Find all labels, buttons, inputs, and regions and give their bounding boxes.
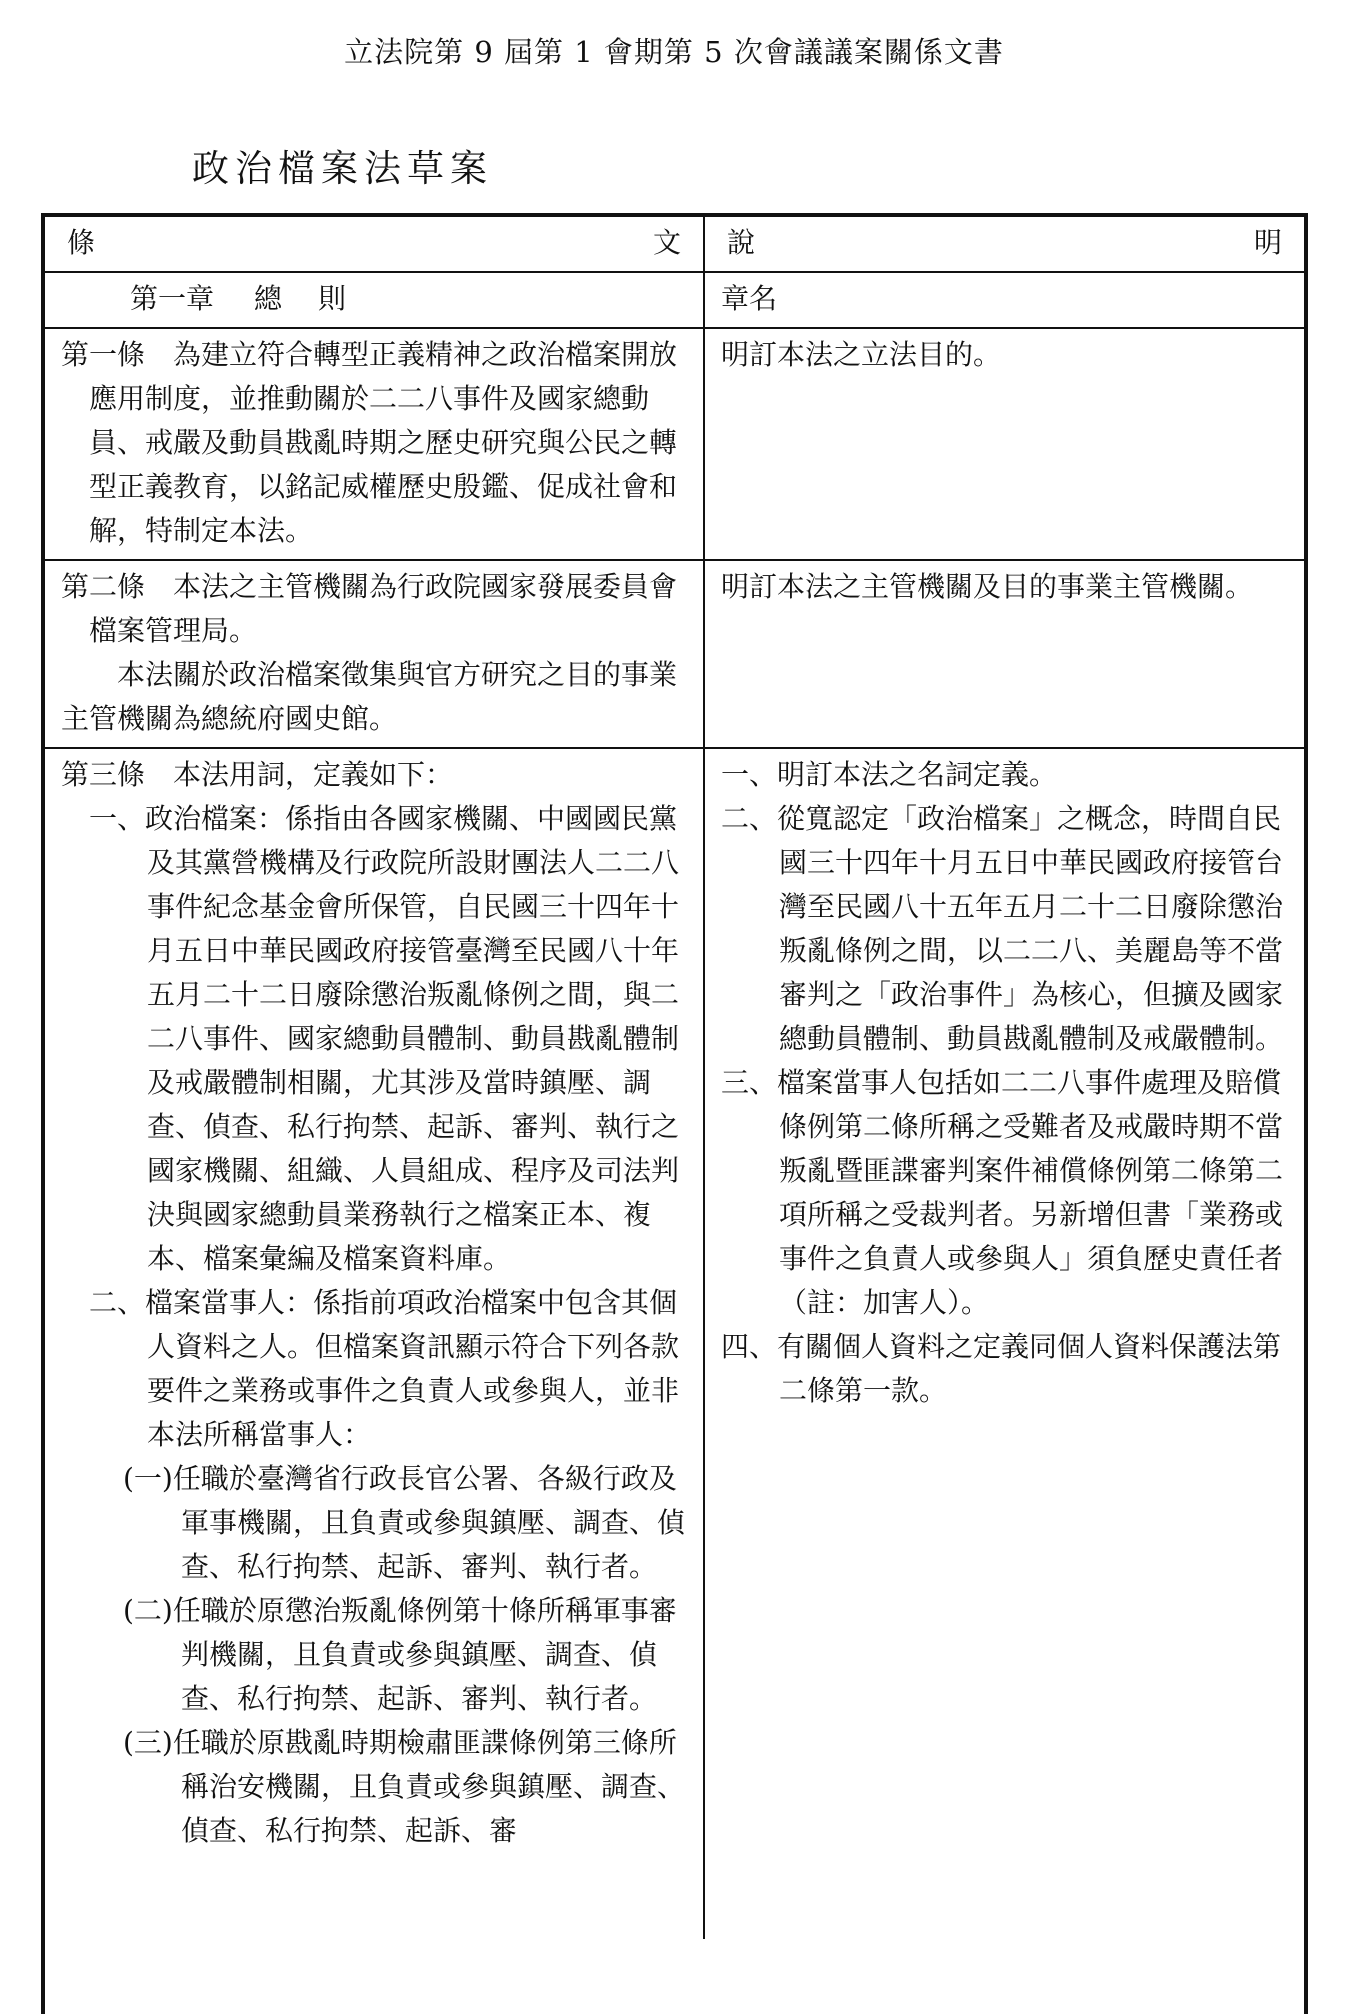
article-3-note <box>704 748 1304 1939</box>
article-3-note-2: 二、從寬認定「政治檔案」之概念，時間自民國三十四年十月五日中華民國政府接管台灣至民國八十五年五月二十二日廢除懲治叛亂條例之間，以二二八、美麗島等不當審判之「政治事件」為核心，但擴及國家總動員體制、動員戡亂體制及戒嚴體制。 <box>721 802 1284 1055</box>
article-3-row <box>45 748 1304 1939</box>
article-1-row <box>45 328 1304 560</box>
chapter-note: 章名 <box>704 272 1304 328</box>
article-3-note-3: 三、檔案當事人包括如二二八事件處理及賠償條例第二條所稱之受難者及戒嚴時期不當叛亂暨匪諜審判案件補償條例第二條第二項所稱之受裁判者。另新增但書「業務或事件之負責人或參與人」須負歷史責任者（註：加害人）。 <box>721 1066 1284 1319</box>
chapter-row <box>45 272 1304 328</box>
article-header-char-1: 條 <box>67 226 96 259</box>
article-column-header <box>45 217 704 272</box>
article-1-note <box>704 328 1304 560</box>
article-3-intro: 第三條 本法用詞，定義如下： <box>61 758 454 791</box>
article-2-paragraph-2: 本法關於政治檔案徵集與官方研究之目的事業主管機關為總統府國史館。 <box>61 658 678 735</box>
chapter-heading <box>45 272 704 328</box>
article-2-text <box>45 560 704 748</box>
explanation-column-header <box>704 217 1304 272</box>
chapter-label: 第一章 <box>130 282 215 315</box>
article-3-note-4: 四、有關個人資料之定義同個人資料保護法第二條第一款。 <box>721 1330 1282 1407</box>
article-2-row <box>45 560 1304 748</box>
document-title: 政治檔案法草案 <box>192 147 493 190</box>
explanation-header-char-2: 明 <box>1253 226 1282 259</box>
article-3-text <box>45 748 704 1939</box>
article-header-char-2: 文 <box>652 226 681 259</box>
article-3-subitem-3: (三)任職於原戡亂時期檢肅匪諜條例第三條所稱治安機關，且負責或參與鎮壓、調查、偵查、私行拘禁、起訴、審 <box>123 1726 686 1847</box>
article-3-item-2: 二、檔案當事人：係指前項政治檔案中包含其個人資料之人。但檔案資訊顯示符合下列各款要件之業務或事件之負責人或參與人，並非本法所稱當事人： <box>89 1286 680 1451</box>
explanation-header-char-1: 說 <box>727 226 756 259</box>
article-1-body: 第一條 為建立符合轉型正義精神之政治檔案開放應用制度，並推動關於二二八事件及國家總動員、戒嚴及動員戡亂時期之歷史研究與公民之轉型正義教育，以銘記威權歷史殷鑑、促成社會和解，特制定本法。 <box>61 338 678 547</box>
bill-table <box>41 213 1308 2014</box>
article-2-note-text: 明訂本法之主管機關及目的事業主管機關。 <box>721 570 1254 603</box>
table-header-row <box>45 217 1304 272</box>
article-1-text <box>45 328 704 560</box>
chapter-name-char-1: 總 <box>254 282 283 315</box>
chapter-name-char-2: 則 <box>318 282 347 315</box>
article-3-subitem-1: (一)任職於臺灣省行政長官公署、各級行政及軍事機關，且負責或參與鎮壓、調查、偵查、私行拘禁、起訴、審判、執行者。 <box>123 1462 686 1583</box>
article-2-note <box>704 560 1304 748</box>
article-3-note-1: 一、明訂本法之名詞定義。 <box>721 758 1058 791</box>
article-1-note-text: 明訂本法之立法目的。 <box>721 338 1002 371</box>
article-3-item-1: 一、政治檔案：係指由各國家機關、中國國民黨及其黨營機構及行政院所設財團法人二二八事件紀念基金會所保管，自民國三十四年十月五日中華民國政府接管臺灣至民國八十年五月二十二日廢除懲治叛亂條例之間，與二二八事件、國家總動員體制、動員戡亂體制及戒嚴體制相關，尤其涉及當時鎮壓、調查、偵查、私行拘禁、起訴、審判、執行之國家機關、組織、人員組成、程序及司法判決與國家總動員業務執行之檔案正本、複本、檔案彙編及檔案資料庫。 <box>89 802 680 1275</box>
page-header: 立法院第 9 屆第 1 會期第 5 次會議議案關係文書 <box>344 35 1004 69</box>
article-2-paragraph-1: 第二條 本法之主管機關為行政院國家發展委員會檔案管理局。 <box>61 570 678 647</box>
article-3-subitem-2: (二)任職於原懲治叛亂條例第十條所稱軍事審判機關，且負責或參與鎮壓、調查、偵查、私行拘禁、起訴、審判、執行者。 <box>123 1594 677 1715</box>
